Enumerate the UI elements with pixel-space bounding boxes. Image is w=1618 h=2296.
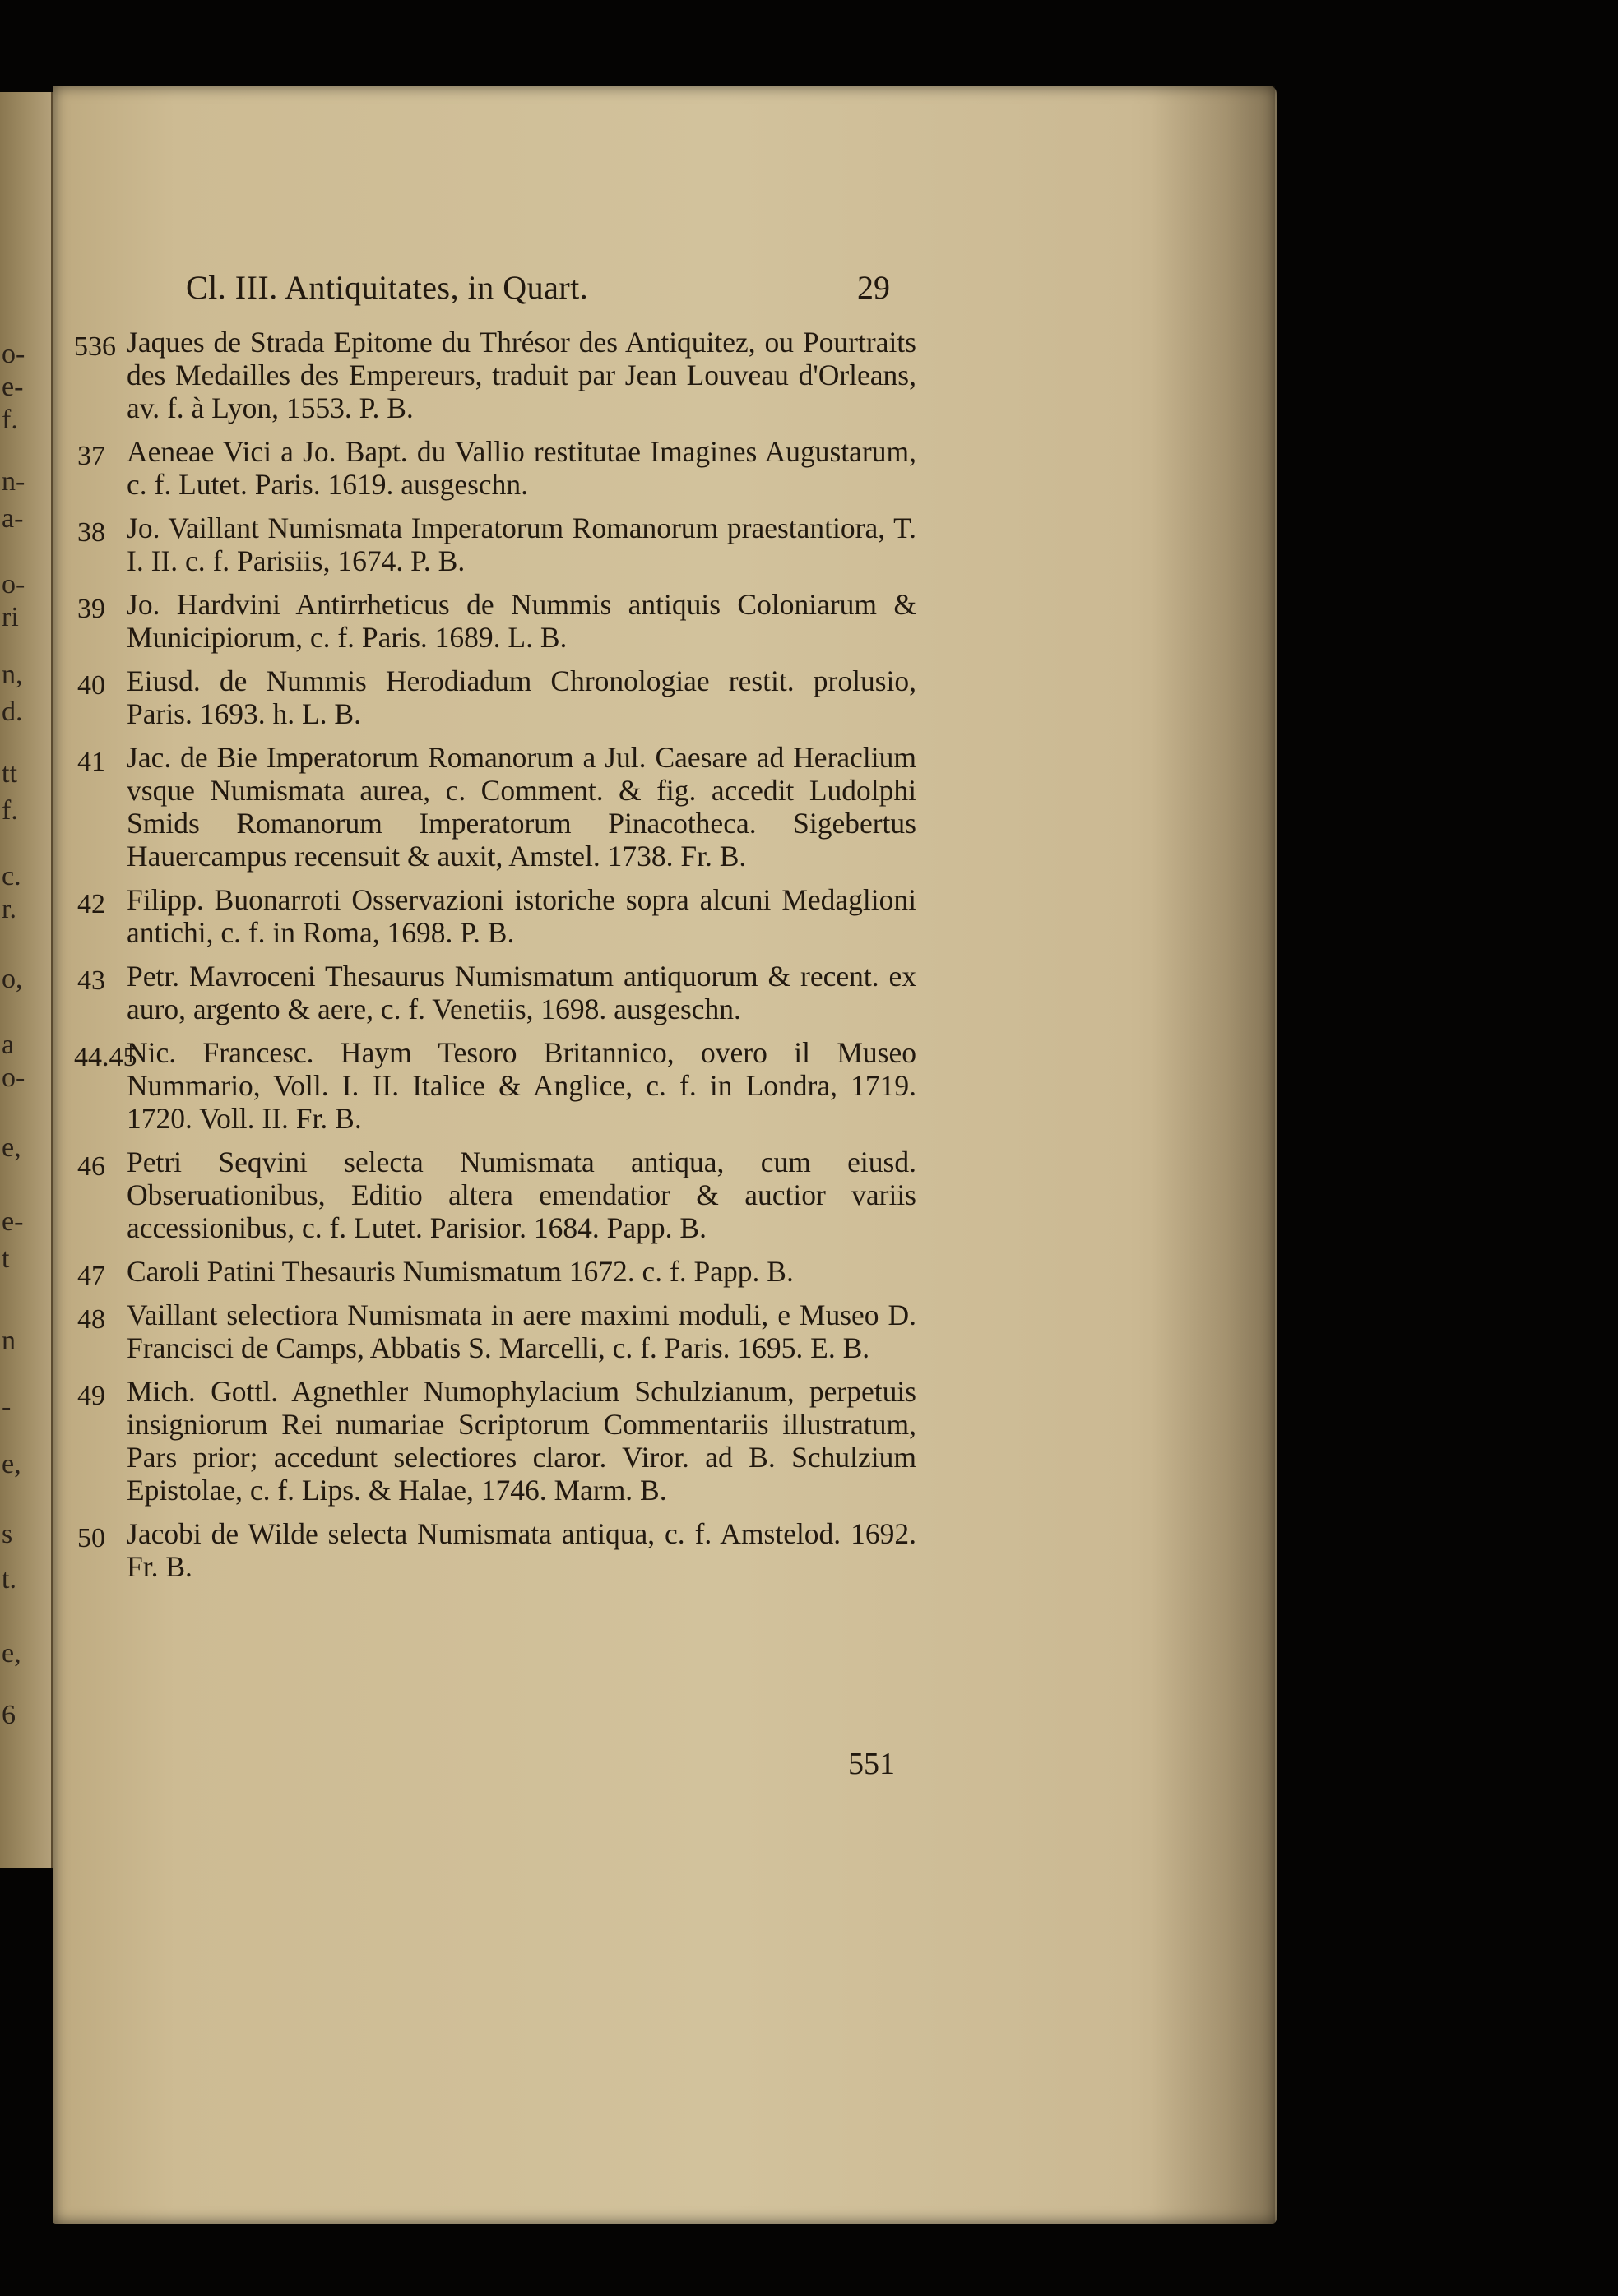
catalog-entry [77, 1517, 916, 1583]
entry-number: 46 [77, 1151, 105, 1182]
entry-number: 40 [77, 670, 105, 701]
margin-fragment: tt [2, 758, 17, 789]
margin-fragment: e- [2, 1206, 24, 1237]
margin-fragment: t. [2, 1564, 16, 1595]
margin-fragment: e, [2, 1449, 21, 1479]
page-number: 29 [857, 269, 890, 306]
margin-fragment: o- [2, 569, 25, 599]
entry-number: 536 [74, 331, 116, 362]
catalog-entry [77, 741, 916, 873]
entry-text: Jaques de Strada Epitome du Thrésor des Antiquitez, ou Pourtraits des Medailles des Empereurs, traduit par Jean Louveau d'Orleans, av. f. à Lyon, 1553. P. B. [127, 326, 916, 424]
entry-number: 42 [77, 889, 105, 919]
margin-fragment: ri [2, 602, 19, 632]
margin-fragment: a- [2, 503, 24, 534]
page-fold-shadow [1152, 86, 1275, 2224]
previous-page-edge [0, 92, 53, 1868]
entry-text: Caroli Patini Thesauris Numismatum 1672. c. f. Papp. B. [127, 1255, 794, 1288]
entry-text: Nic. Francesc. Haym Tesoro Britannico, overo il Museo Nummario, Voll. I. II. Italice & Anglice, c. f. in Londra, 1719. 1720. Voll. II. Fr. B. [127, 1036, 916, 1135]
catalog-entry [77, 588, 916, 654]
catalog-entry [77, 960, 916, 1025]
catalog-entry [77, 1255, 916, 1291]
catalog-entry [77, 1146, 916, 1244]
catalog-entry [77, 883, 916, 949]
page-content [74, 268, 916, 1594]
entry-number: 44.45 [74, 1042, 137, 1072]
signature-mark: 551 [848, 1747, 895, 1781]
entry-text: Mich. Gottl. Agnethler Numophylacium Schulzianum, perpetuis insigniorum Rei numariae Scriptorum Commentariis illustratum, Pars prior; accedunt selectiores claror. Viror. ad B. Schulzium Epistolae, c. f. Lips. & Halae, 1746. Marm. B. [127, 1375, 916, 1507]
margin-fragment: o- [2, 339, 25, 369]
running-head [77, 268, 916, 326]
margin-fragment: a [2, 1030, 15, 1060]
entry-text: Filipp. Buonarroti Osservazioni istoriche sopra alcuni Medaglioni antichi, c. f. in Roma, 1698. P. B. [127, 883, 916, 949]
margin-fragment: f. [2, 405, 18, 435]
entry-number: 38 [77, 517, 105, 548]
margin-fragment: f. [2, 795, 18, 826]
margin-fragment: - [2, 1391, 12, 1422]
margin-fragment: o- [2, 1062, 25, 1093]
margin-fragment: s [2, 1519, 13, 1549]
catalog-entry [74, 1036, 916, 1135]
entry-number: 39 [77, 594, 105, 624]
entry-number: 41 [77, 747, 105, 777]
catalog-entry [77, 435, 916, 501]
entry-number: 49 [77, 1381, 105, 1411]
entry-text: Eiusd. de Nummis Herodiadum Chronologiae restit. prolusio, Paris. 1693. h. L. B. [127, 664, 916, 730]
margin-fragment: e- [2, 372, 24, 402]
margin-fragment: e, [2, 1132, 21, 1163]
entry-text: Jac. de Bie Imperatorum Romanorum a Jul. Caesare ad Heraclium vsque Numismata aurea, c. Comment. & fig. accedit Ludolphi Smids Romanorum Imperatorum Pinacotheca. Sigebertus Hauercampus recensuit & auxit, Amstel. 1738. Fr. B. [127, 741, 916, 873]
entry-text: Jo. Vaillant Numismata Imperatorum Romanorum praestantiora, T. I. II. c. f. Parisiis, 1674. P. B. [127, 512, 916, 577]
entry-text: Vaillant selectiora Numismata in aere maximi moduli, e Museo D. Francisci de Camps, Abbatis S. Marcelli, c. f. Paris. 1695. E. B. [127, 1298, 916, 1364]
margin-fragment: d. [2, 697, 23, 727]
entry-number: 47 [77, 1261, 105, 1291]
entry-number: 48 [77, 1304, 105, 1335]
entry-text: Aeneae Vici a Jo. Bapt. du Vallio restitutae Imagines Augustarum, c. f. Lutet. Paris. 1619. ausgeschn. [127, 435, 916, 501]
margin-fragment: n, [2, 660, 23, 690]
margin-fragment: c. [2, 861, 21, 891]
margin-fragment: n [2, 1326, 16, 1356]
entry-text: Petr. Mavroceni Thesaurus Numismatum antiquorum & recent. ex auro, argento & aere, c. f. Venetiis, 1698. ausgeschn. [127, 960, 916, 1025]
margin-fragment: t [2, 1243, 10, 1274]
entry-text: Petri Seqvini selecta Numismata antiqua, cum eiusd. Obseruationibus, Editio altera emendatior & auctior variis accessionibus, c. f. Lutet. Parisior. 1684. Papp. B. [127, 1146, 916, 1244]
entry-number: 43 [77, 965, 105, 996]
entry-number: 50 [77, 1523, 105, 1553]
entry-text: Jo. Hardvini Antirrheticus de Nummis antiquis Coloniarum & Municipiorum, c. f. Paris. 1689. L. B. [127, 588, 916, 654]
entry-number: 37 [77, 441, 105, 471]
margin-fragment: e, [2, 1638, 21, 1669]
margin-fragment: o, [2, 964, 23, 994]
catalog-entry [74, 326, 916, 424]
catalog-entry [77, 512, 916, 577]
catalog-entry [77, 1375, 916, 1507]
margin-fragment: 6 [2, 1700, 16, 1730]
catalog-entry [77, 1298, 916, 1364]
margin-fragment: r. [2, 894, 16, 924]
catalog-entry [77, 664, 916, 730]
entry-text: Jacobi de Wilde selecta Numismata antiqua, c. f. Amstelod. 1692. Fr. B. [127, 1517, 916, 1583]
section-title: Cl. III. Antiquitates, in Quart. [186, 269, 589, 306]
margin-fragment: n- [2, 466, 25, 497]
